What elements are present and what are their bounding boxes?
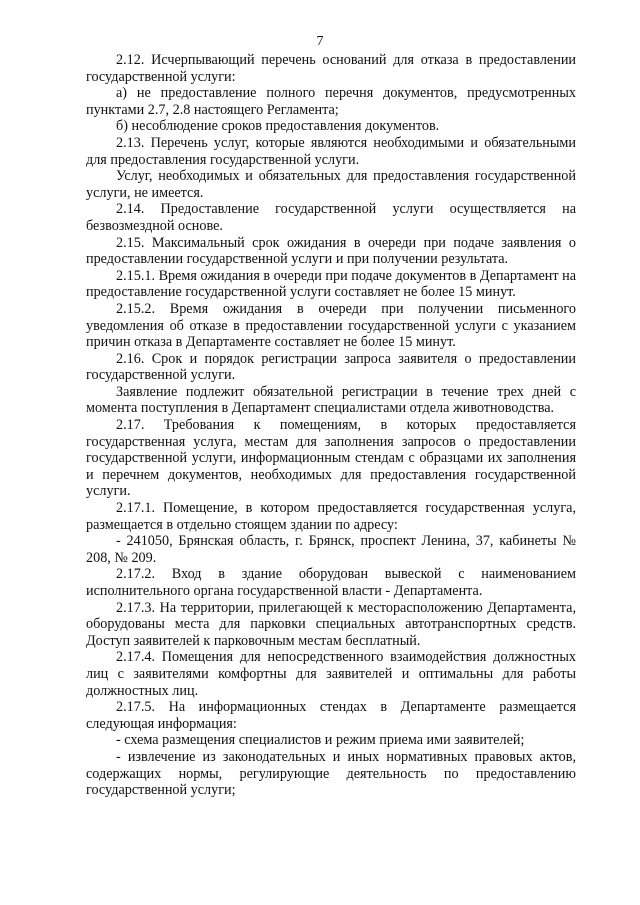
paragraph-2-12-a: а) не предоставление полного перечня документов, предусмотренных пунктами 2.7, 2.8 настоящего Регламента; [86, 85, 576, 118]
paragraph-2-12: 2.12. Исчерпывающий перечень оснований для отказа в предоставлении государственной услуги: [86, 52, 576, 85]
paragraph-2-17-5-item-2: - извлечение из законодательных и иных нормативных правовых актов, содержащих нормы, регулирующие деятельность по предоставлению государственной услуги; [86, 748, 576, 799]
paragraph-2-17-1-address: - 241050, Брянская область, г. Брянск, проспект Ленина, 37, кабинеты № 208, № 209. [86, 533, 576, 566]
paragraph-2-15: 2.15. Максимальный срок ожидания в очереди при подаче заявления о предоставлении государственной услуги и при получении результата. [86, 234, 576, 268]
paragraph-2-17-2: 2.17.2. Вход в здание оборудован вывеской с наименованием исполнительного органа государственной власти - Департамента. [86, 566, 576, 599]
paragraph-2-17-5: 2.17.5. На информационных стендах в Департаменте размещается следующая информация: [86, 699, 576, 732]
page-number: 7 [316, 34, 324, 49]
paragraph-2-15-1: 2.15.1. Время ожидания в очереди при подаче документов в Департамент на предоставление государственной услуги составляет не более 15 минут. [86, 267, 576, 301]
paragraph-2-17-4: 2.17.4. Помещения для непосредственного взаимодействия должностных лиц с заявителями комфортны для заявителей и оптимальны для работы должностных лиц. [86, 649, 576, 699]
document-body [86, 52, 576, 799]
paragraph-2-17-1: 2.17.1. Помещение, в котором предоставляется государственная услуга, размещается в отдельно стоящем здании по адресу: [86, 500, 576, 533]
paragraph-2-17: 2.17. Требования к помещениям, в которых предоставляется государственная услуга, местам для заполнения запросов о предоставлении государственной услуги, информационным стендам с образцами их заполнения и перечнем документов, необходимых для предоставления государственной услуги. [86, 417, 576, 500]
paragraph-2-15-2: 2.15.2. Время ожидания в очереди при получении письменного уведомления об отказе в предоставлении государственной услуги с указанием причин отказа в Департаменте составляет не более 15 минут. [86, 300, 576, 351]
paragraph-2-16: 2.16. Срок и порядок регистрации запроса заявителя о предоставлении государственной услуги. [86, 350, 576, 384]
paragraph-2-17-5-item-1: - схема размещения специалистов и режим приема ими заявителей; [116, 732, 525, 749]
paragraph-2-13: 2.13. Перечень услуг, которые являются необходимыми и обязательными для предоставления государственной услуги. [86, 134, 576, 168]
paragraph-2-14: 2.14. Предоставление государственной услуги осуществляется на безвозмездной основе. [86, 201, 576, 234]
paragraph-2-16-note: Заявление подлежит обязательной регистрации в течение трех дней с момента поступления в Департамент специалистами отдела животноводства. [86, 383, 576, 417]
paragraph-2-17-3: 2.17.3. На территории, прилегающей к месторасположению Департамента, оборудованы места для парковки специальных автотранспортных средств. Доступ заявителей к парковочным местам бесплатный. [86, 599, 576, 649]
paragraph-2-12-b: б) несоблюдение сроков предоставления документов. [116, 118, 440, 135]
paragraph-2-13-note: Услуг, необходимых и обязательных для предоставления государственной услуги, не имеется. [86, 168, 576, 201]
